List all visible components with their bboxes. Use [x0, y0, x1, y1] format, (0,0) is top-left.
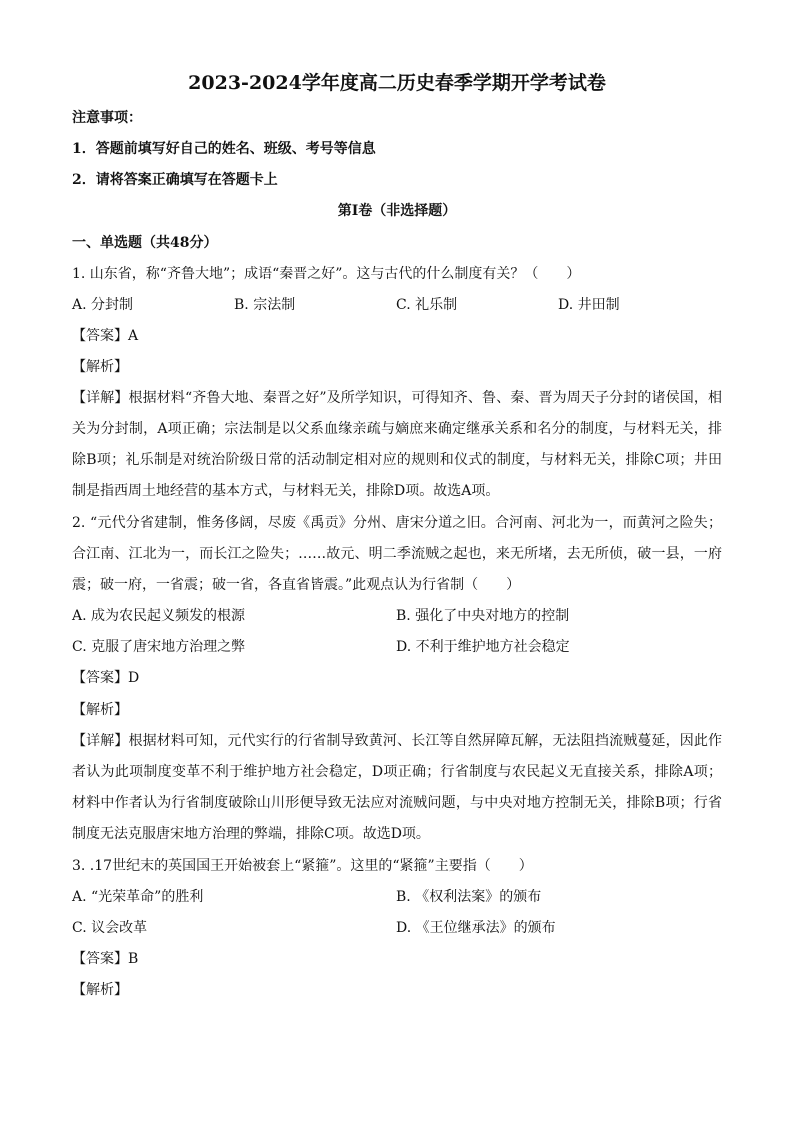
- question-1-option-c: C. 礼乐制: [396, 297, 458, 313]
- question-1-option-d: D. 井田制: [558, 297, 620, 313]
- question-2-detail-line: 制度无法克服唐宋地方治理的弊端，排除C项。故选D项。: [72, 826, 430, 842]
- volume-title: 第I卷（非选择题）: [337, 203, 457, 219]
- question-2-option-d: D. 不利于维护地方社会稳定: [396, 639, 570, 655]
- question-1-detail-line: 关为分封制，A项正确；宗法制是以父系血缘亲疏与嫡庶来确定继承关系和名分的制度，与材料无关，排: [72, 421, 722, 437]
- question-1-detail-line: 【详解】根据材料“齐鲁大地、秦晋之好”及所学知识，可得知齐、鲁、秦、晋为周天子分封的诸侯国，相: [72, 390, 722, 406]
- question-2-option-c: C. 克服了唐宋地方治理之弊: [72, 639, 246, 655]
- question-1-detail-line: 制是指西周土地经营的基本方式，与材料无关，排除D项。故选A项。: [72, 483, 500, 499]
- question-2-detail-line: 材料中作者认为行省制度破除山川形便导致无法应对流贼问题，与中央对地方控制无关，排除B项；行省: [72, 795, 722, 811]
- notice-item-2: 2．请将答案正确填写在答题卡上: [72, 172, 278, 188]
- question-2-stem-line: 震；破一府，一省震；破一省，各直省皆震。”此观点认为行省制（ ）: [72, 577, 521, 593]
- question-3-option-d: D. 《王位继承法》的颁布: [396, 920, 556, 936]
- question-2-detail-line: 【详解】根据材料可知，元代实行的行省制导致黄河、长江等自然屏障瓦解，无法阻挡流贼蔓延，因此作: [72, 733, 722, 749]
- question-2-stem-line: 合江南、江北为一，而长江之险失；……故元、明二季流贼之起也，来无所堵，去无所侦，破一县，一府: [72, 546, 722, 562]
- question-2-answer: 【答案】D: [72, 670, 140, 686]
- question-1-analysis-label: 【解析】: [72, 359, 128, 375]
- question-3-analysis-label: 【解析】: [72, 982, 128, 998]
- question-2-analysis-label: 【解析】: [72, 702, 128, 718]
- question-1-stem: 1. 山东省，称“齐鲁大地”；成语“秦晋之好”。这与古代的什么制度有关？（ ）: [72, 266, 581, 282]
- question-3-option-c: C. 议会改革: [72, 920, 148, 936]
- question-2-option-b: B. 强化了中央对地方的控制: [396, 608, 570, 624]
- question-2-option-a: A. 成为农民起义频发的根源: [72, 608, 246, 624]
- question-1-option-b: B. 宗法制: [234, 297, 296, 313]
- question-1-detail-line: 除B项；礼乐制是对统治阶级日常的活动制定相对应的规则和仪式的制度，与材料无关，排除C项；井田: [72, 452, 722, 468]
- question-1-option-a: A. 分封制: [72, 297, 134, 313]
- question-2-detail-line: 者认为此项制度变革不利于维护地方社会稳定，D项正确；行省制度与农民起义无直接关系，排除A项；: [72, 764, 722, 780]
- question-3-stem: 3. .17世纪末的英国国王开始被套上“紧箍”。这里的“紧箍”主要指（ ）: [72, 858, 533, 874]
- notice-item-1: 1．答题前填写好自己的姓名、班级、考号等信息: [72, 141, 376, 157]
- question-3-option-b: B. 《权利法案》的颁布: [396, 889, 542, 905]
- notice-heading: 注意事项：: [72, 110, 142, 126]
- question-1-answer: 【答案】A: [72, 328, 139, 344]
- section-title: 一、单选题（共48分）: [72, 235, 218, 251]
- exam-title: 2023-2024学年度高二历史春季学期开学考试卷: [188, 72, 606, 94]
- question-3-answer: 【答案】B: [72, 951, 139, 967]
- question-2-stem-line: 2. “元代分省建制，惟务侈阔，尽废《禹贡》分州、唐宋分道之旧。合河南、河北为一，而黄河之险失；: [72, 515, 722, 531]
- question-3-option-a: A. “光荣革命”的胜利: [72, 889, 204, 905]
